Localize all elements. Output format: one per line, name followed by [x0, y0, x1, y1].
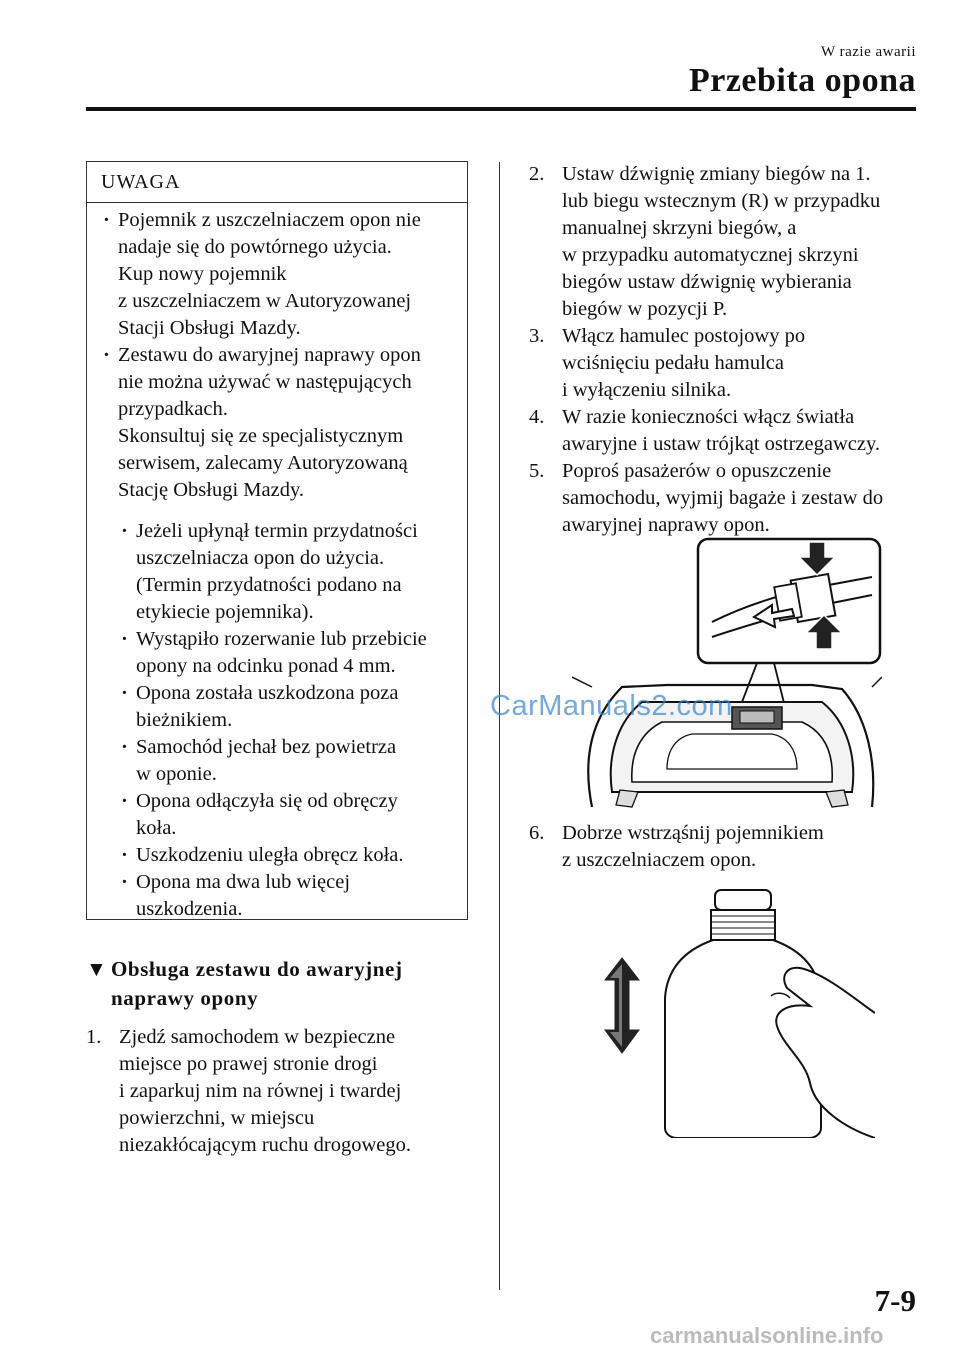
sealant-bottle-illustration: [595, 888, 875, 1138]
text-line: Włącz hamulec postojowy po: [562, 325, 806, 347]
step-4: [529, 404, 880, 458]
text-line: awaryjnej naprawy opon.: [562, 514, 770, 536]
page-number: 7-9: [874, 1283, 916, 1318]
text-line: lub biegu wstecznym (R) w przypadku: [562, 190, 881, 212]
text-line: Zjedź samochodem w bezpieczne: [119, 1026, 396, 1048]
text-line: biegów ustaw dźwignię wybierania: [562, 271, 852, 293]
text-line: uszkodzenia.: [136, 898, 243, 920]
caution-body: [87, 203, 467, 923]
section-heading: [86, 955, 486, 1013]
text-line: manualnej skrzyni biegów, a: [562, 217, 797, 239]
text-line: wciśnięciu pedału hamulca: [562, 352, 784, 374]
caution-sub-bullet: [119, 842, 459, 869]
step-number: 2.: [529, 163, 545, 185]
step-number: 3.: [529, 325, 545, 347]
text-line: Poproś pasażerów o opuszczenie: [562, 460, 832, 482]
header-rule: [86, 107, 916, 111]
text-line: miejsce po prawej stronie drogi: [119, 1053, 378, 1075]
text-line: samochodu, wyjmij bagaże i zestaw do: [562, 487, 884, 509]
text-line: · Zestawu do awaryjnej naprawy opon: [118, 344, 421, 366]
section-label: W razie awarii: [820, 44, 916, 60]
caution-sub-bullet: [119, 680, 459, 734]
text-line: · Opona ma dwa lub więcej: [136, 871, 351, 893]
text-line: powierzchni, w miejscu: [119, 1107, 315, 1129]
text-line: Stacji Obsługi Mazdy.: [118, 317, 301, 339]
text-line: · Jeżeli upłynął termin przydatności: [136, 520, 418, 542]
text-line: w przypadku automatycznej skrzyni: [562, 244, 859, 266]
text-line: naprawy opony: [111, 986, 259, 1010]
text-line: biegów w pozycji P.: [562, 298, 728, 320]
text-line: nadaje się do powtórnego użycia.: [118, 236, 392, 258]
caution-title: UWAGA: [87, 162, 467, 203]
text-line: · Samochód jechał bez powietrza: [136, 736, 397, 758]
text-line: z uszczelniaczem w Autoryzowanej: [118, 290, 412, 312]
step-number: 6.: [529, 822, 545, 844]
step-5: [529, 458, 883, 539]
step-3: [529, 323, 805, 404]
trunk-strap-illustration: [572, 537, 882, 812]
footer-url[interactable]: carmanualsonline.info: [650, 1323, 884, 1348]
text-line: · Pojemnik z uszczelniaczem opon nie: [118, 209, 421, 231]
step-number: 4.: [529, 406, 545, 428]
caution-sub-bullet: [119, 869, 459, 923]
text-line: przypadkach.: [118, 398, 228, 420]
text-line: uszczelniacza opon do użycia.: [136, 547, 385, 569]
text-line: Dobrze wstrząśnij pojemnikiem: [562, 822, 824, 844]
text-line: Ustaw dźwignię zmiany biegów na 1.: [562, 163, 871, 185]
step-1: [86, 1024, 411, 1159]
text-line: niezakłócającym ruchu drogowego.: [119, 1134, 412, 1156]
step-6: [529, 820, 824, 874]
caution-sub-bullet: [119, 788, 459, 842]
text-line: nie można używać w następujących: [118, 371, 412, 393]
text-line: W razie konieczności włącz światła: [562, 406, 855, 428]
text-line: Obsługa zestawu do awaryjnej: [111, 957, 403, 981]
text-line: · Wystąpiło rozerwanie lub przebicie: [136, 628, 427, 650]
text-line: · Opona została uszkodzona poza: [136, 682, 399, 704]
text-line: Skonsultuj się ze specjalistycznym: [118, 425, 404, 447]
watermark-text: CarManuals2.com: [490, 690, 733, 722]
text-line: koła.: [136, 817, 177, 839]
triangle-marker-icon: ▼: [86, 957, 108, 981]
caution-box: [86, 161, 468, 920]
text-line: opony na odcinku ponad 4 mm.: [136, 655, 396, 677]
page-title: Przebita opona: [688, 62, 916, 99]
text-line: etykiecie pojemnika).: [136, 601, 314, 623]
text-line: w oponie.: [136, 763, 217, 785]
text-line: (Termin przydatności podano na: [136, 574, 402, 596]
caution-sub-bullet: [119, 626, 459, 680]
step-2: [529, 161, 880, 323]
text-line: serwisem, zalecamy Autoryzowaną: [118, 452, 408, 474]
caution-sub-bullet: [119, 734, 459, 788]
text-line: i zaparkuj nim na równej i twardej: [119, 1080, 402, 1102]
text-line: Stację Obsługi Mazdy.: [118, 479, 304, 501]
text-line: Kup nowy pojemnik: [118, 263, 287, 285]
step-number: 1.: [86, 1026, 102, 1048]
text-line: · Opona odłączyła się od obręczy: [136, 790, 398, 812]
step-number: 5.: [529, 460, 545, 482]
text-line: z uszczelniaczem opon.: [562, 849, 757, 871]
caution-sub-bullet: [119, 518, 459, 626]
text-line: bieżnikiem.: [136, 709, 233, 731]
text-line: i wyłączeniu silnika.: [562, 379, 732, 401]
column-divider: [499, 162, 500, 1290]
text-line: · Uszkodzeniu uległa obręcz koła.: [136, 844, 404, 866]
caution-bullet: [101, 342, 459, 504]
caution-bullet: [101, 207, 459, 342]
text-line: awaryjne i ustaw trójkąt ostrzegawczy.: [562, 433, 881, 455]
